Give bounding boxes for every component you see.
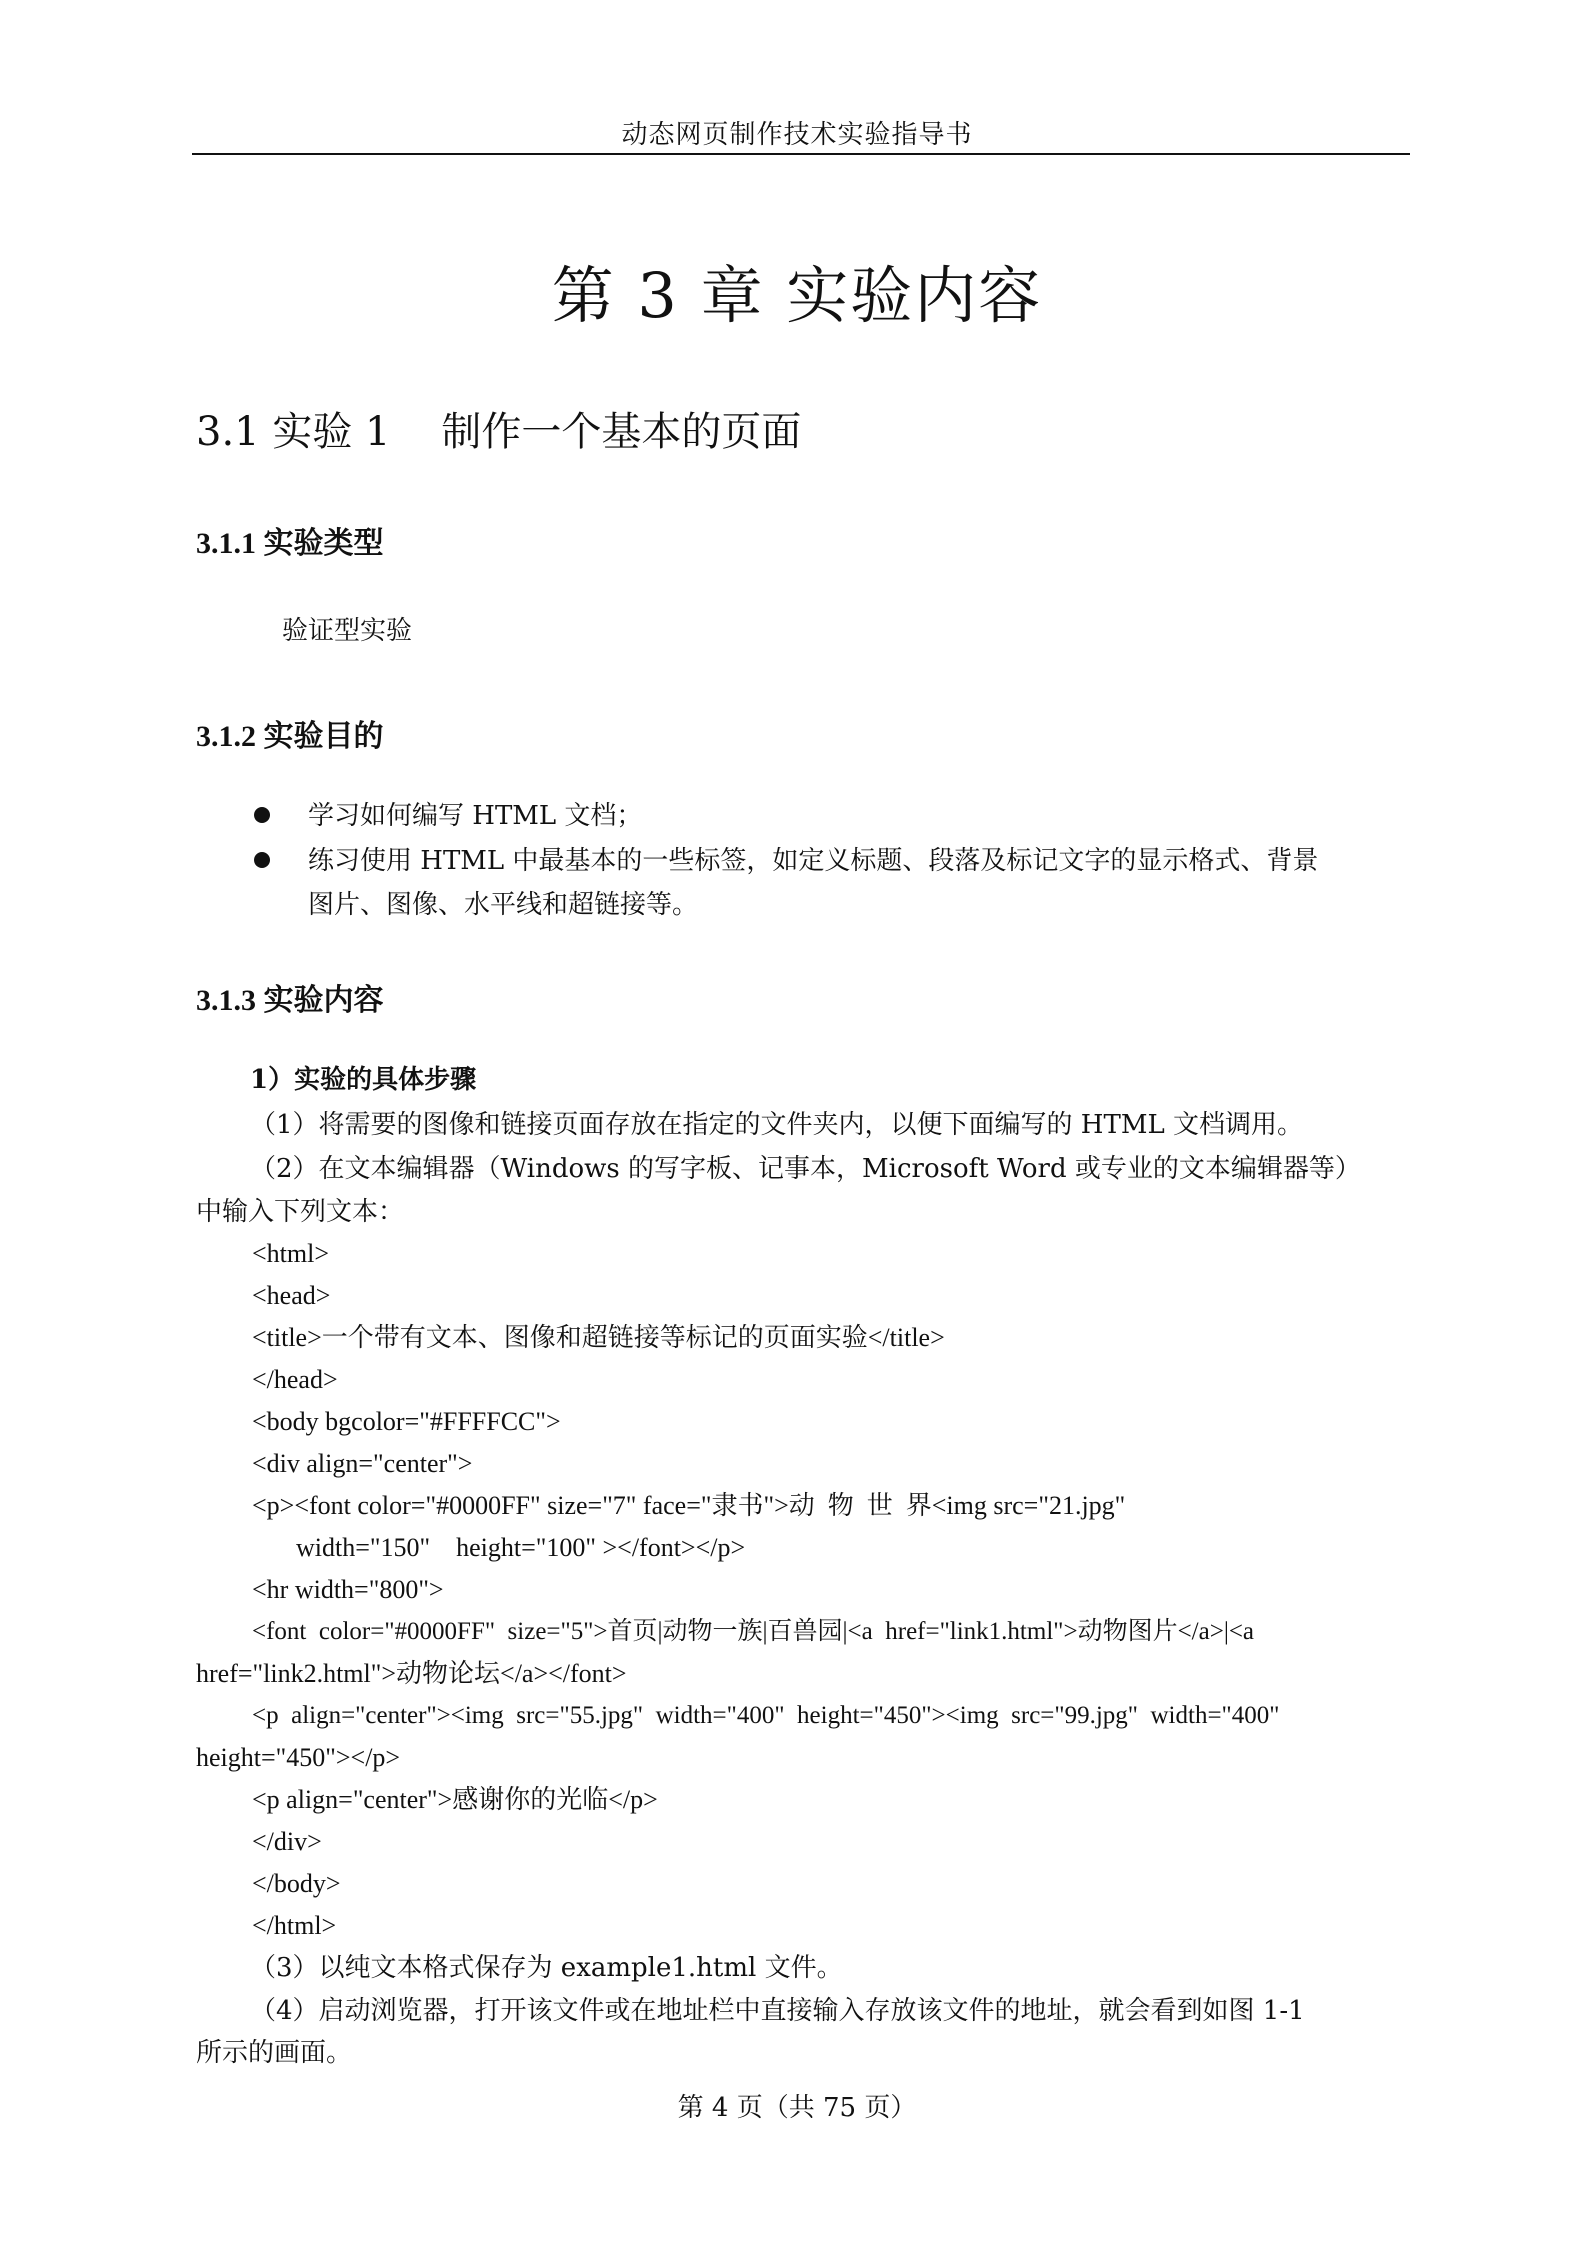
code-line: </head>	[252, 1365, 338, 1394]
page-number-footer: 第 4 页（共 75 页）	[677, 2093, 917, 2123]
step-3: （3）以纯文本格式保存为 example1.html 文件。	[250, 1953, 843, 1983]
chapter-title: 第 3 章 实验内容	[551, 259, 1043, 332]
code-line: height="450"></p>	[196, 1743, 401, 1772]
code-line: <div align="center">	[252, 1449, 473, 1478]
code-line: <p align="center">感谢你的光临</p>	[252, 1785, 658, 1814]
step-4: （4）启动浏览器，打开该文件或在地址栏中直接输入存放该文件的地址，就会看到如图 1-1	[250, 1996, 1305, 2026]
step-2: （2）在文本编辑器（Windows 的写字板、记事本，Microsoft Word 或专业的文本编辑器等）	[250, 1154, 1361, 1184]
code-line: <p><font color="#0000FF" size="7" face="隶书">动 物 世 界<img src="21.jpg"	[252, 1491, 1126, 1520]
code-line: href="link2.html">动物论坛</a></font>	[196, 1659, 627, 1688]
code-line: <head>	[252, 1281, 331, 1310]
code-line: <body bgcolor="#FFFFCC">	[252, 1407, 561, 1436]
purpose-bullet-1: 学习如何编写 HTML 文档；	[308, 801, 643, 831]
purpose-bullet-2: 练习使用 HTML 中最基本的一些标签，如定义标题、段落及标记文字的显示格式、背景	[308, 846, 1319, 876]
code-line: <html>	[252, 1239, 329, 1268]
code-line: <font color="#0000FF" size="5">首页|动物一族|百兽园|<a href="link1.html">动物图片</a>|<a	[252, 1618, 1255, 1645]
code-line: </body>	[252, 1869, 341, 1898]
subsection-purpose-heading: 3.1.2 实验目的	[196, 720, 384, 753]
code-line: width="150" height="100" ></font></p>	[296, 1533, 746, 1562]
step-4-continued: 所示的画面。	[196, 2038, 353, 2068]
step-2-continued: 中输入下列文本：	[196, 1197, 405, 1227]
bullet-icon	[254, 807, 270, 823]
steps-heading: 1）实验的具体步骤	[250, 1065, 477, 1095]
step-1: （1）将需要的图像和链接页面存放在指定的文件夹内，以便下面编写的 HTML 文档调用。	[250, 1110, 1303, 1140]
experiment-type-text: 验证型实验	[282, 616, 413, 646]
bullet-icon	[254, 852, 270, 868]
section-heading: 3.1 实验 1 制作一个基本的页面	[196, 409, 802, 455]
subsection-type-heading: 3.1.1 实验类型	[196, 527, 384, 560]
code-line: </div>	[252, 1827, 322, 1856]
subsection-content-heading: 3.1.3 实验内容	[196, 984, 384, 1017]
code-line: <p align="center"><img src="55.jpg" width="400" height="450"><img src="99.jpg" width="400"	[252, 1702, 1280, 1729]
code-line: <title>一个带有文本、图像和超链接等标记的页面实验</title>	[252, 1323, 945, 1352]
code-line: <hr width="800">	[252, 1575, 444, 1604]
running-header: 动态网页制作技术实验指导书	[621, 120, 973, 150]
purpose-bullet-2-continued: 图片、图像、水平线和超链接等。	[308, 890, 699, 920]
header-rule	[192, 153, 1410, 155]
code-line: </html>	[252, 1911, 337, 1940]
